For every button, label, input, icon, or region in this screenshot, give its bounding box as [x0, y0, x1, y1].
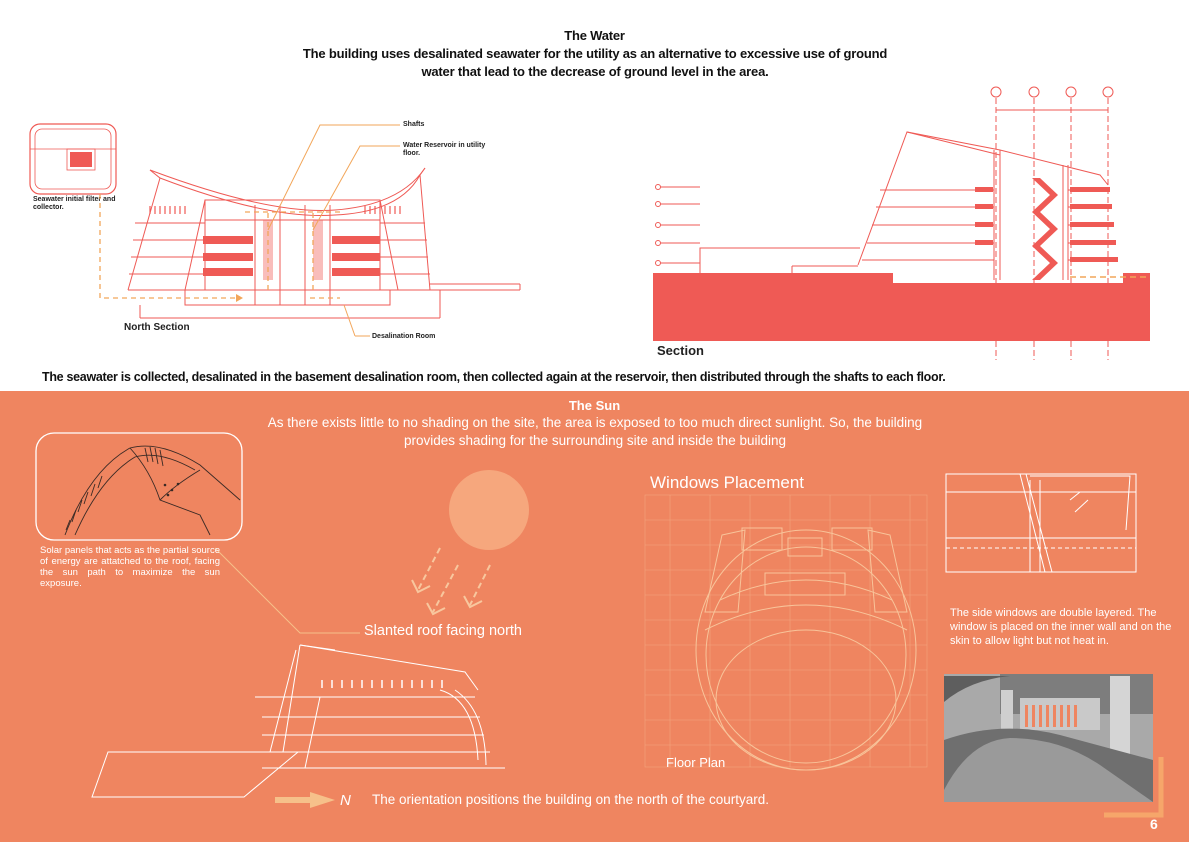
- shafts-label: Shafts: [403, 121, 425, 128]
- water-description: The building uses desalinated seawater for the utility as an alternative to excessive use of ground water that lead to the decrease of ground level in the area.: [302, 46, 888, 79]
- north-section-label: North Section: [124, 322, 190, 333]
- sun-title: The Sun: [568, 398, 621, 413]
- filter-label: Seawater initial filter and collector.: [33, 196, 116, 211]
- sun-description: As there exists little to no shading on the site, the area is exposed to too much direct sunlight. So, the building provides shading for the surrounding site and inside the building: [267, 415, 923, 448]
- windows-placement-title: Windows Placement: [650, 473, 805, 492]
- slanted-roof-label: Slanted roof facing north: [364, 623, 522, 639]
- page-number: 6: [1150, 816, 1158, 832]
- side-windows-note: The side windows are double layered. The window is placed on the inner wall and on the skin to allow light but not heat in.: [950, 607, 1172, 647]
- water-summary: The seawater is collected, desalinated in the basement desalination room, then collected again at the reservoir, then distributed through the shafts to each floor.: [42, 370, 946, 384]
- north-marker: N: [340, 792, 351, 809]
- orientation-note: The orientation positions the building on the north of the courtyard.: [372, 792, 770, 807]
- section-label: Section: [657, 343, 704, 358]
- floor-plan-label: Floor Plan: [666, 755, 726, 770]
- reservoir-label: Water Reservoir in utility floor.: [403, 142, 486, 157]
- water-title: The Water: [564, 28, 625, 43]
- desalination-room-label: Desalination Room: [372, 333, 436, 340]
- solar-panel-note: Solar panels that acts as the partial source of energy are attatched to the roof, facing the sun path to maximize the sun exposure.: [40, 545, 220, 589]
